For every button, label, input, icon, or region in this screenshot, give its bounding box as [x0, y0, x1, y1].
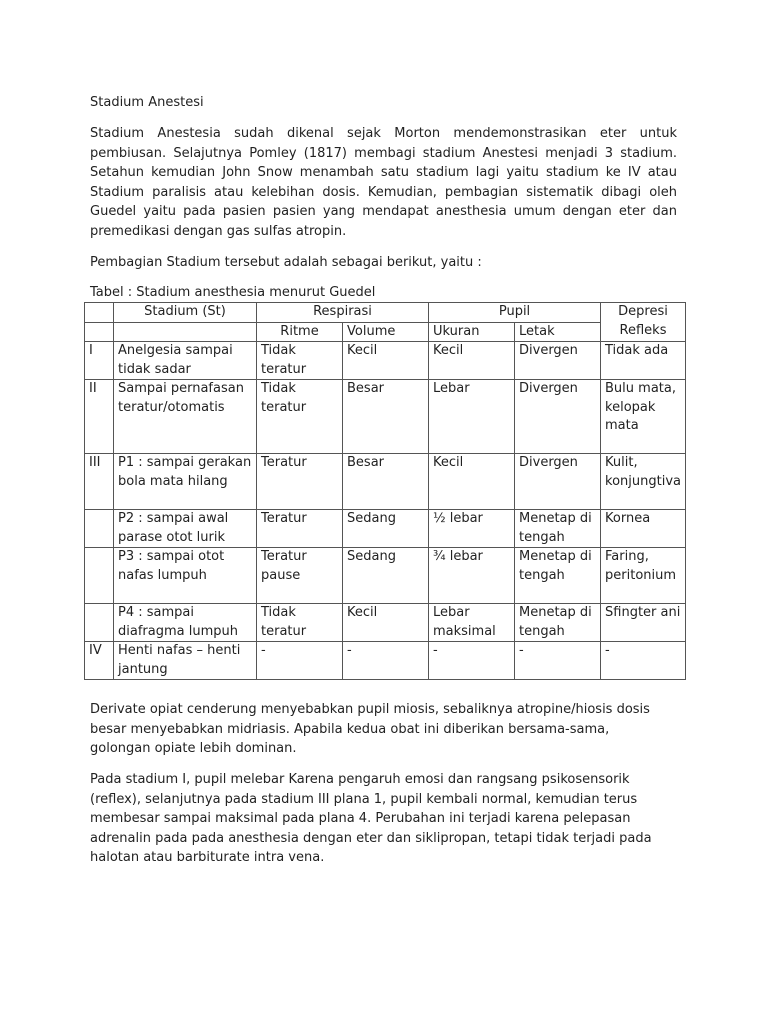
cell-ritme: Tidak teratur [257, 342, 343, 380]
cell-description: P2 : sampai awal parase otot lurik [114, 510, 257, 548]
document-title: Stadium Anestesi [90, 95, 204, 110]
cell-refleks: Sfingter ani [601, 604, 686, 642]
cell-description: P1 : sampai gerakan bola mata hilang [114, 454, 257, 510]
table-row [85, 642, 686, 680]
cell-refleks: Bulu mata, kelopak mata [601, 380, 686, 454]
header-pupil: Pupil [429, 303, 601, 323]
cell-refleks: Kulit, konjungtiva [601, 454, 686, 510]
cell-stadium [85, 548, 114, 604]
cell-ritme: Tidak teratur [257, 604, 343, 642]
header-blank [85, 322, 114, 342]
cell-ukuran: ½ lebar [429, 510, 515, 548]
cell-ritme: Tidak teratur [257, 380, 343, 454]
stadium-table [84, 302, 686, 680]
cell-description: Henti nafas – henti jantung [114, 642, 257, 680]
cell-letak: Menetap di tengah [515, 510, 601, 548]
table-row [85, 548, 686, 604]
cell-volume: - [343, 642, 429, 680]
header-blank [85, 303, 114, 323]
header-letak: Letak [515, 322, 601, 342]
cell-volume: Kecil [343, 342, 429, 380]
table-row [85, 342, 686, 380]
cell-ukuran: ¾ lebar [429, 548, 515, 604]
cell-ritme: Teratur pause [257, 548, 343, 604]
cell-ritme: Teratur [257, 510, 343, 548]
pupil-paragraph: Pada stadium I, pupil melebar Karena pengaruh emosi dan rangsang psikosensorik (reflex), selanjutnya pada stadium III plana 1, pupil kembali normal, kemudian terus membesar sampai maksimal pada plana 4. Perubahan ini terjadi karena pelepasan adrenalin pada pada anesthesia dengan eter dan siklipropan, tetapi tidak terjadi pada halotan atau barbiturate intra vena. [90, 772, 652, 865]
cell-letak: Menetap di tengah [515, 548, 601, 604]
header-volume: Volume [343, 322, 429, 342]
cell-ukuran: - [429, 642, 515, 680]
cell-description: P3 : sampai otot nafas lumpuh [114, 548, 257, 604]
cell-description: P4 : sampai diafragma lumpuh [114, 604, 257, 642]
cell-stadium: I [85, 342, 114, 380]
table-row [85, 454, 686, 510]
opiate-paragraph: Derivate opiat cenderung menyebabkan pupil miosis, sebaliknya atropine/hiosis dosis besar menyebabkan midriasis. Apabila kedua obat ini diberikan bersama-sama, golongan opiate lebih dominan. [90, 702, 650, 756]
cell-description: Sampai pernafasan teratur/otomatis [114, 380, 257, 454]
table-row [85, 604, 686, 642]
cell-ukuran: Kecil [429, 342, 515, 380]
cell-volume: Besar [343, 454, 429, 510]
cell-stadium [85, 604, 114, 642]
cell-volume: Sedang [343, 510, 429, 548]
cell-letak: Divergen [515, 380, 601, 454]
cell-stadium [85, 510, 114, 548]
header-ritme: Ritme [257, 322, 343, 342]
cell-letak: Menetap di tengah [515, 604, 601, 642]
table-row [85, 510, 686, 548]
cell-volume: Besar [343, 380, 429, 454]
cell-stadium: III [85, 454, 114, 510]
cell-description: Anelgesia sampai tidak sadar [114, 342, 257, 380]
header-respirasi: Respirasi [257, 303, 429, 323]
header-blank [114, 322, 257, 342]
cell-ukuran: Lebar [429, 380, 515, 454]
cell-ritme: Teratur [257, 454, 343, 510]
intro-paragraph: Stadium Anestesia sudah dikenal sejak Morton mendemonstrasikan eter untuk pembiusan. Selajutnya Pomley (1817) membagi stadium Anestesi menjadi 3 stadium. Setahun kemudian John Snow menambah satu stadium lagi yaitu stadium ke IV atau Stadium paralisis atau kelebihan dosis. Kemudian, pembagian sistematik dibagi oleh Guedel yaitu pada pasien pasien yang mendapat anesthesia umum dengan eter dan premedikasi dengan gas sulfas atropin. [90, 126, 677, 239]
cell-ukuran: Kecil [429, 454, 515, 510]
cell-refleks: - [601, 642, 686, 680]
cell-refleks: Faring, peritonium [601, 548, 686, 604]
header-ukuran: Ukuran [429, 322, 515, 342]
table-caption: Tabel : Stadium anesthesia menurut Guedel [90, 285, 376, 300]
division-paragraph: Pembagian Stadium tersebut adalah sebagai berikut, yaitu : [90, 255, 482, 270]
cell-refleks: Kornea [601, 510, 686, 548]
cell-volume: Kecil [343, 604, 429, 642]
cell-letak: - [515, 642, 601, 680]
cell-stadium: II [85, 380, 114, 454]
cell-stadium: IV [85, 642, 114, 680]
header-stadium: Stadium (St) [114, 303, 257, 323]
cell-letak: Divergen [515, 342, 601, 380]
cell-ritme: - [257, 642, 343, 680]
cell-letak: Divergen [515, 454, 601, 510]
cell-refleks: Tidak ada [601, 342, 686, 380]
header-depresi-refleks: Depresi Refleks [601, 303, 686, 342]
cell-volume: Sedang [343, 548, 429, 604]
table-row [85, 380, 686, 454]
cell-ukuran: Lebar maksimal [429, 604, 515, 642]
